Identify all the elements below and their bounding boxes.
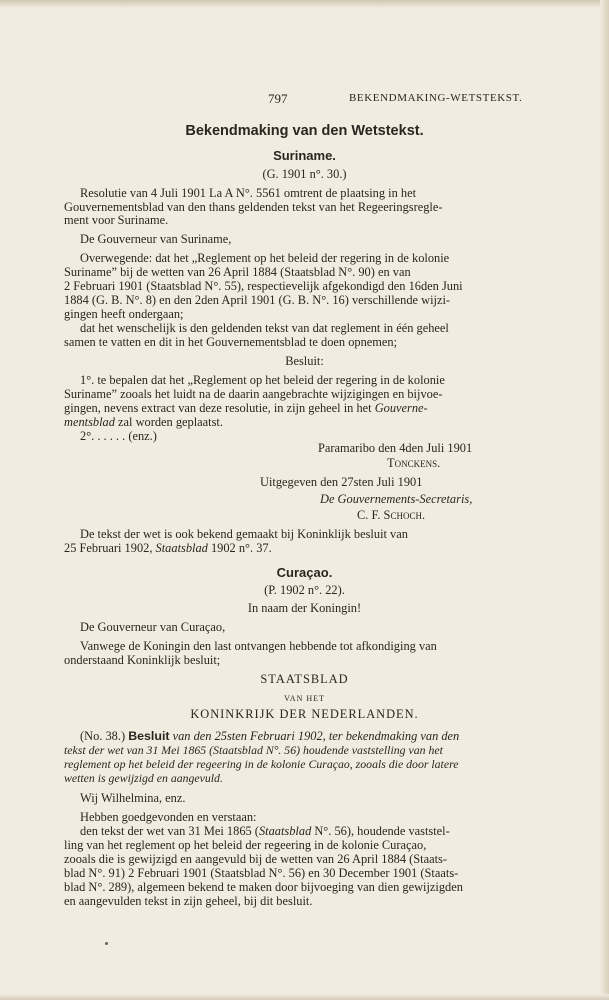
resolution-line: Gouvernementsblad van den thans geldenden tekst van het Regeeringsregle-	[64, 200, 443, 214]
note-italic: Staatsblad	[155, 541, 208, 555]
staatsblad-title: STAATSBLAD	[260, 672, 349, 686]
considering-line: Overwegende: dat het „Reglement op het beleid der regering in de kolonie	[80, 251, 450, 265]
place-date: Paramaribo den 4den Juli 1901	[318, 441, 473, 455]
considering-line: gingen heeft ondergaan;	[64, 307, 184, 321]
wij-line: Wij Wilhelmina, enz.	[80, 791, 186, 805]
decision-line	[64, 415, 223, 429]
besluit-line: reglement op het beleid der regeering in de kolonie Curaçao, zooals die door latere	[64, 757, 459, 771]
note-line	[64, 541, 272, 555]
note-text: 25 Februari 1902,	[64, 541, 156, 555]
curacao-heading: Curaçao.	[276, 565, 333, 580]
decision-item-2: 2°. . . . . . (enz.)	[80, 429, 157, 443]
considering-line: Suriname” bij de wetten van 26 April 1884 (Staatsblad N°. 90) en van	[64, 265, 411, 279]
decision-line	[64, 401, 428, 415]
resolution-line: ment voor Suriname.	[64, 213, 169, 227]
page-title: Bekendmaking van den Wetstekst.	[185, 123, 424, 139]
decision-italic: mentsblad	[64, 415, 115, 429]
body-line: en aangevulden tekst in zijn geheel, bij dit besluit.	[64, 894, 313, 908]
body-line: blad N°. 91) 2 Februari 1901 (Staatsblad N°. 56) en 30 December 1901 (Staats-	[64, 866, 459, 880]
running-header	[0, 91, 609, 107]
signer: Tonckens.	[387, 456, 441, 470]
decision-line: Suriname” zooals het luidt na de daarin aangebrachte wijzigingen en bijvoe-	[64, 387, 443, 401]
considering-line: 2 Februari 1901 (Staatsblad N°. 55), respectievelijk afgekondigd den 16den Juni	[64, 279, 463, 293]
running-title: BEKENDMAKING-WETSTEKST.	[349, 92, 523, 104]
mandate-line: onderstaand Koninklijk besluit;	[64, 653, 221, 667]
suriname-ref: (G. 1901 n°. 30.)	[262, 167, 347, 181]
secretary-name: C. F. Schoch.	[357, 508, 426, 522]
decision-line: 1°. te bepalen dat het „Reglement op het beleid der regering in de kolonie	[80, 373, 445, 387]
considering-line: dat het wenschelijk is den geldenden tekst van dat reglement in één geheel	[80, 321, 449, 335]
note-text: 1902 n°. 37.	[207, 541, 272, 555]
decision-end: zal worden geplaatst.	[114, 415, 223, 429]
besluit-line: wetten is gewijzigd en aangevuld.	[64, 771, 223, 785]
mandate-line: Vanwege de Koningin den last ontvangen hebbende tot afkondiging van	[80, 639, 437, 653]
secretary-title: De Gouvernements-Secretaris,	[320, 492, 473, 506]
body-line: ling van het reglement op het beleid der regeering in de kolonie Curaçao,	[64, 838, 427, 852]
resolution-line: Resolutie van 4 Juli 1901 La A N°. 5561 omtrent de plaatsing in het	[80, 186, 417, 200]
besluit-rest: van den 25sten Februari 1902, ter bekendmaking van den	[169, 729, 460, 743]
kingdom-title: KONINKRIJK DER NEDERLANDEN.	[190, 707, 419, 721]
body-line	[80, 824, 450, 838]
body-line: zooals die is gewijzigd en aangevuld bij de wetten van 26 April 1884 (Staats-	[64, 852, 447, 866]
suriname-governor: De Gouverneur van Suriname,	[80, 232, 232, 246]
considering-line: samen te vatten en dit in het Gouvernementsblad te doen opnemen;	[64, 335, 398, 349]
suriname-heading: Suriname.	[273, 148, 336, 163]
note-line: De tekst der wet is ook bekend gemaakt bij Koninklijk besluit van	[80, 527, 408, 541]
besluit-no: (No. 38.)	[80, 729, 126, 743]
considering-line: 1884 (G. B. N°. 8) en den 2den April 1901 (G. B. N°. 16) verschillende wijzi-	[64, 293, 451, 307]
besluit-line	[80, 729, 459, 743]
hebben-line: Hebben goedgevonden en verstaan:	[80, 810, 257, 824]
besluit-word: Besluit	[128, 729, 170, 743]
curacao-governor: De Gouverneur van Curaçao,	[80, 620, 226, 634]
besluit-line: tekst der wet van 31 Mei 1865 (Staatsblad N°. 56) houdende vaststelling van het	[64, 743, 443, 757]
body-text: N°. 56), houdende vaststel-	[311, 824, 450, 838]
ink-speck	[105, 942, 108, 945]
body-line: blad N°. 289), algemeen bekend te maken door bijvoeging van dien gewijzigden	[64, 880, 463, 894]
curacao-king: In naam der Koningin!	[247, 601, 362, 615]
decision-line-text: gingen, nevens extract van deze resolutie, in zijn geheel in het	[64, 401, 372, 415]
body-text: den tekst der wet van 31 Mei 1865 (	[80, 824, 259, 838]
van-het: VAN HET	[284, 694, 325, 703]
decision-italic: Gouverne-	[374, 401, 428, 415]
body-italic: Staatsblad	[258, 824, 312, 838]
decision-label: Besluit:	[285, 354, 324, 368]
issued-date: Uitgegeven den 27sten Juli 1901	[260, 475, 423, 489]
curacao-ref: (P. 1902 n°. 22).	[264, 583, 345, 597]
page-number: 797	[268, 91, 288, 106]
